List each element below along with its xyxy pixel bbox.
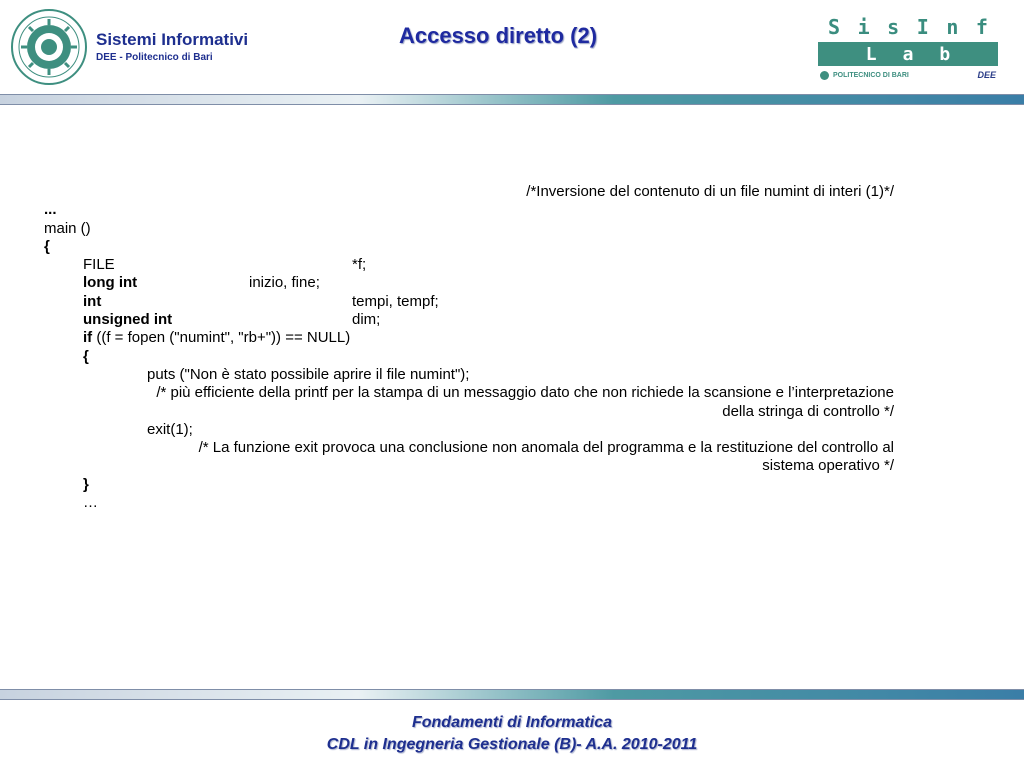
footer-divider <box>0 689 1024 700</box>
code-var: inizio, fine; <box>249 274 320 292</box>
code-text: ... <box>44 201 57 219</box>
logo-letter: s <box>887 15 900 39</box>
code-text: } <box>83 475 89 493</box>
code-comment: sistema operativo */ <box>762 457 894 475</box>
code-line <box>0 293 1024 311</box>
code-line <box>0 183 1024 201</box>
code-line <box>0 238 1024 256</box>
slide-title: Accesso diretto (2) <box>398 23 598 48</box>
code-listing <box>0 183 1024 512</box>
code-line <box>0 274 1024 292</box>
seal-icon <box>820 71 829 80</box>
dee-label: DEE <box>977 70 996 80</box>
code-comment: /* La funzione exit provoca una conclusione non anomala del programma e la restituzione del controllo al <box>198 439 894 457</box>
brand-title: Sistemi Informativi <box>96 30 249 49</box>
code-keyword: if <box>83 329 93 347</box>
code-text: … <box>83 494 98 512</box>
footer-program: CDL in Ingegneria Gestionale (B)- A.A. 2010-2011 <box>326 736 698 753</box>
footer-course: Fondamenti di Informatica <box>411 714 612 731</box>
code-text: { <box>44 237 50 255</box>
code-var: *f; <box>352 256 367 274</box>
code-line <box>0 476 1024 494</box>
code-comment: /* più efficiente della printf per la stampa di un messaggio dato che non richiede la scansione e l’interpretazione <box>156 384 894 402</box>
code-type: unsigned int <box>83 311 173 329</box>
code-type: int <box>83 292 102 310</box>
code-var: tempi, tempf; <box>352 292 439 310</box>
logo-letter: a <box>902 43 914 65</box>
code-text: ((f = fopen ("numint", "rb+")) == NULL) <box>92 329 351 347</box>
sisinf-logo-footer <box>820 69 996 81</box>
code-type: FILE <box>83 256 115 274</box>
code-line <box>0 311 1024 329</box>
code-line <box>0 348 1024 366</box>
code-line <box>0 457 1024 475</box>
code-line <box>0 403 1024 421</box>
logo-letter: L <box>865 43 877 65</box>
code-line <box>0 384 1024 402</box>
code-text: main () <box>44 219 91 237</box>
politecnico-label: POLITECNICO DI BARI <box>833 71 909 79</box>
code-line <box>0 421 1024 439</box>
logo-letter: b <box>939 43 951 65</box>
header-divider <box>0 94 1024 105</box>
code-line <box>0 256 1024 274</box>
logo-letter: n <box>946 15 959 39</box>
code-var: dim; <box>352 311 381 329</box>
logo-letter: i <box>857 15 870 39</box>
sisinf-logo-text <box>818 14 998 40</box>
code-text: { <box>83 347 89 365</box>
code-comment: /*Inversione del contenuto di un file numint di interi (1)*/ <box>526 183 894 200</box>
code-line <box>0 366 1024 384</box>
code-line <box>0 220 1024 238</box>
code-line <box>0 329 1024 347</box>
brand-subtitle: DEE - Politecnico di Bari <box>96 52 213 63</box>
logo-letter: S <box>828 15 841 39</box>
logo-letter: f <box>975 15 988 39</box>
code-text: exit(1); <box>147 420 193 438</box>
code-line <box>0 494 1024 512</box>
sisinf-lab-bar <box>818 42 998 66</box>
code-line <box>0 201 1024 219</box>
code-comment: della stringa di controllo */ <box>722 402 894 420</box>
code-text: puts ("Non è stato possibile aprire il file numint"); <box>147 365 470 383</box>
logo-letter: I <box>916 15 929 39</box>
code-line <box>0 439 1024 457</box>
code-type: long int <box>83 274 138 292</box>
